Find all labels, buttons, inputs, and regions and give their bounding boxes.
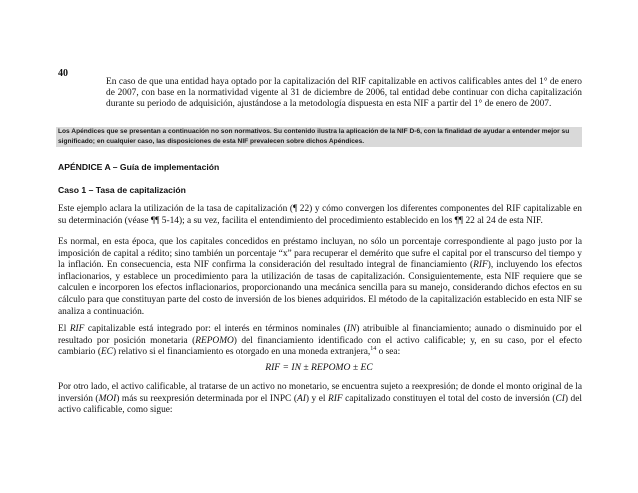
term-ec: EC — [100, 347, 113, 358]
appendix-heading: APÉNDICE A – Guía de implementación — [58, 162, 220, 172]
text-run: capitalizado constituyen el total del costo de inversión ( — [342, 393, 556, 404]
term-ci: CI — [555, 393, 565, 404]
text-run: ) y el — [305, 393, 329, 404]
text-run: ) del activo calificable, como sigue: — [58, 393, 583, 416]
term-moi: MOI — [98, 393, 117, 404]
text-run: ), incluyendo los efectos inflacionarios, y establece un procedimiento para la utilización de tasas de capitalización. Consiguientemente, esta NIF requiere que se calculen e incorporen los efectos inflacionarios, proporcionando una mecánica sencilla para su manejo, considerando dichos efectos en su cálculo para que constituyan parte del costo de inversión de los bienes adquiridos. El método de la capitalización establecido en esta NIF se analiza a continuación. — [58, 260, 583, 317]
paragraph-intro: Este ejemplo aclara la utilización de la tasa de capitalización (¶ 22) y cómo convergen los diferentes componentes del RIF capitalizable en su determinación (véase ¶¶ 5-14); a su vez, facilita el entendimiento del procedimiento establecido en los ¶¶ 22 al 24 de esta NIF. — [58, 204, 582, 226]
text-run: capitalizable está integrado por: el interés en términos nominales ( — [84, 324, 347, 334]
text-run: o sea: — [376, 347, 401, 358]
footnote-marker[interactable]: 14 — [370, 346, 377, 353]
non-normative-notice: Los Apéndices que se presentan a continuación no son normativos. Su contenido ilustra la aplicación de la NIF D-6, con la finalidad de ayudar a entender mejor su significado; en cualquier caso, las disposiciones de esta NIF prevalecen sobre dichos Apéndices. — [56, 127, 582, 147]
text-run: ) relativo si el financiamiento es otorgado en una moneda extranjera, — [112, 347, 371, 358]
paragraph-qualifying-asset — [58, 382, 582, 417]
paragraph-inflation — [58, 237, 582, 318]
term-rif: RIF — [473, 260, 488, 271]
term-repomo: REPOMO — [195, 335, 234, 346]
text-run: ) atribuible al financiamiento; aunado o disminuido por el resultado por posición monetaria ( — [58, 324, 583, 346]
page-number: 40 — [58, 68, 68, 79]
text-run: ) más su reexpresión determinada por el INPC ( — [116, 393, 297, 404]
text-run: El — [58, 324, 70, 334]
term-in: IN — [346, 324, 357, 334]
text-run: Por otro lado, el activo calificable, al tratarse de un activo no monetario, se encuentra sujeto a reexpresión; de donde el monto original de la inversión ( — [58, 382, 582, 404]
term-rif: RIF — [328, 393, 343, 404]
term-rif: RIF — [69, 324, 85, 334]
text-run: ) del financiamiento identificado con el activo calificable; y, en su caso, por el efecto cambiario ( — [58, 335, 582, 358]
rif-formula: RIF = IN ± REPOMO ± EC — [265, 362, 373, 373]
case-heading: Caso 1 – Tasa de capitalización — [58, 185, 186, 195]
term-ai: AI — [296, 393, 306, 404]
transition-paragraph: En caso de que una entidad haya optado por la capitalización del RIF capitalizable en activos calificables antes del 1° de enero de 2007, con base en la normatividad vigente al 31 de diciembre de 2006, tal entidad debe continuar con dicha capitalización durante su periodo de adquisición, ajustándose a la metodología dispuesta en esta NIF a partir del 1° de enero de 2007. — [106, 77, 582, 110]
text-run: Es normal, en esta época, que los capitales concedidos en préstamo incluyan, no sólo un porcentaje correspondiente al pago justo por la imposición de capital a rédito; sino también un porcentaje “x” para recuperar el demérito que sufre el capital por el transcurso del tiempo y la inflación. En consecuencia, esta NIF confirma la consideración del resultado integral de financiamiento ( — [58, 237, 582, 271]
paragraph-rif-components — [58, 324, 582, 359]
